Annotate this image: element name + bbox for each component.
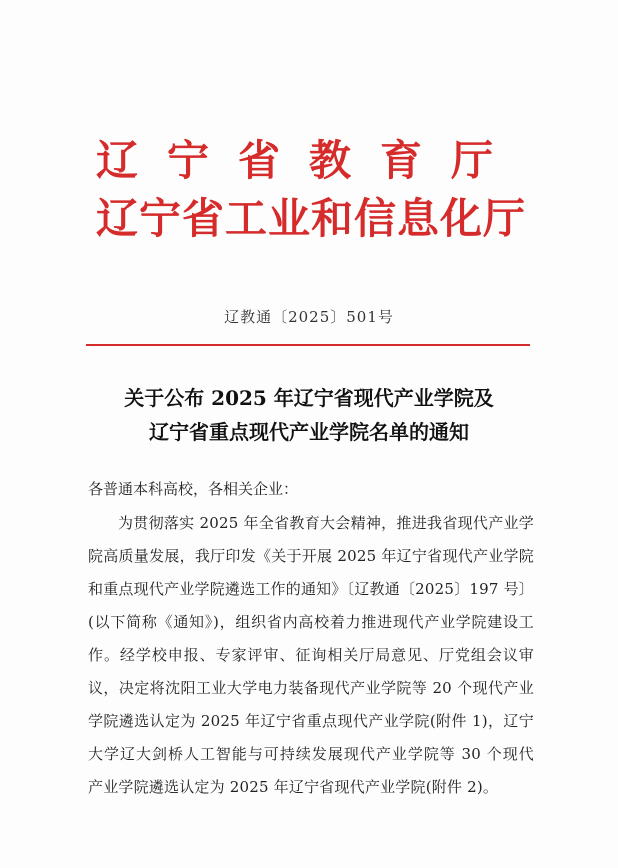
letterhead-industry-department: 辽宁省工业和信息化厅 bbox=[96, 194, 527, 243]
body-line-6: 议，决定将沈阳工业大学电力装备现代产业学院等 20 个现代产业 bbox=[88, 679, 534, 697]
letterhead-education-department: 辽宁省教育厅 bbox=[96, 136, 523, 185]
body-line-1: 为贯彻落实 2025 年全省教育大会精神，推进我省现代产业学 bbox=[118, 514, 534, 532]
document-number: 辽教通〔2025〕501号 bbox=[224, 308, 394, 326]
red-divider bbox=[86, 344, 530, 346]
body-line-2: 院高质量发展，我厅印发《关于开展 2025 年辽宁省现代产业学院 bbox=[88, 547, 534, 565]
body-line-7: 学院遴选认定为 2025 年辽宁省重点现代产业学院(附件 1)，辽宁 bbox=[88, 712, 534, 730]
body-line-8: 大学辽大剑桥人工智能与可持续发展现代产业学院等 30 个现代 bbox=[88, 745, 534, 763]
notice-title-line-2: 辽宁省重点现代产业学院名单的通知 bbox=[149, 420, 469, 444]
notice-title-line-1: 关于公布 2025 年辽宁省现代产业学院及 bbox=[124, 386, 494, 410]
salutation: 各普通本科高校，各相关企业： bbox=[88, 480, 299, 498]
body-line-5: 作。经学校申报、专家评审、征询相关厅局意见、厅党组会议审 bbox=[88, 646, 534, 664]
body-line-3: 和重点现代产业学院遴选工作的通知》〔辽教通〔2025〕197 号〕 bbox=[88, 580, 534, 598]
body-line-9: 产业学院遴选认定为 2025 年辽宁省现代产业学院(附件 2)。 bbox=[88, 778, 499, 796]
body-line-4: (以下简称《通知》)，组织省内高校着力推进现代产业学院建设工 bbox=[88, 613, 534, 631]
